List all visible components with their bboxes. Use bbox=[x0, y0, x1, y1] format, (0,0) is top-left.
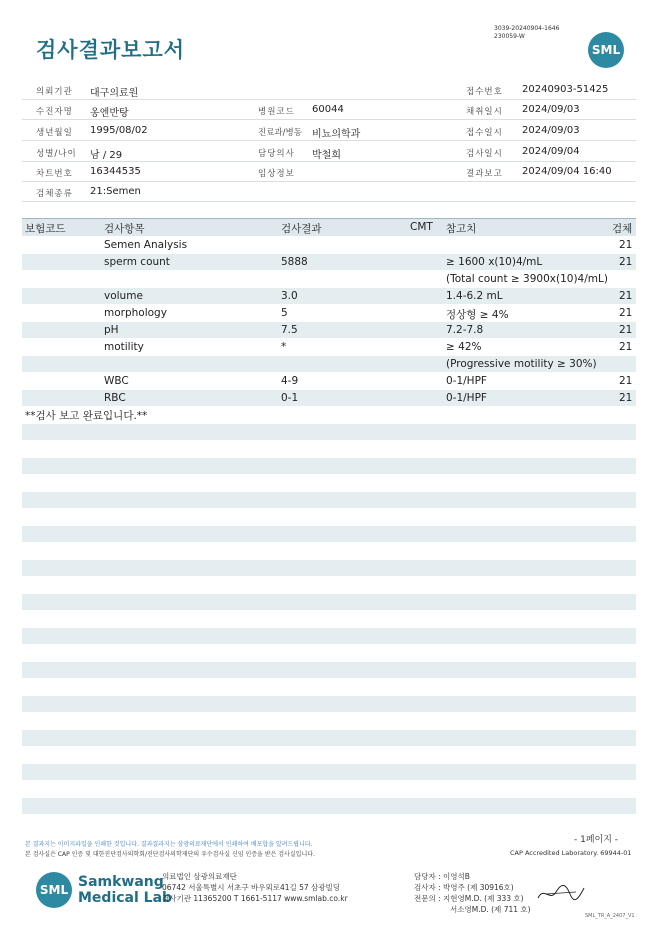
staff-line: 전문의 : 지현영M.D. (제 333 호) bbox=[414, 894, 524, 903]
item-cell: pH bbox=[104, 324, 119, 336]
sml-logo: SML bbox=[588, 32, 624, 68]
collect-label: 채취일시 bbox=[466, 107, 503, 117]
doctor-label: 담당의사 bbox=[258, 149, 295, 159]
reference-cell: 0-1/HPF bbox=[446, 392, 487, 404]
chart-value: 16344535 bbox=[90, 166, 141, 177]
document-code-line2: 230059-W bbox=[494, 33, 525, 40]
result-cell: * bbox=[281, 341, 287, 353]
specimen-cell: 21 bbox=[619, 290, 633, 302]
address-line: 검사기관 11365200 T 1661-5117 www.smlab.co.kr bbox=[162, 894, 348, 903]
result-cell: 4-9 bbox=[281, 375, 299, 387]
birth-value: 1995/08/02 bbox=[90, 125, 148, 136]
receipt-date-value: 2024/09/03 bbox=[522, 125, 580, 136]
empty-row-stripe bbox=[22, 696, 636, 712]
reference-cell: ≥ 1600 x(10)4/mL bbox=[446, 256, 543, 268]
test-date-value: 2024/09/04 bbox=[522, 146, 580, 157]
hospital-code-label: 병원코드 bbox=[258, 107, 295, 117]
address-line: 의료법인 삼광의료재단 bbox=[162, 872, 237, 881]
result-cell: 5 bbox=[281, 307, 288, 319]
report-label: 결과보고 bbox=[466, 169, 503, 179]
specimen-cell: 21 bbox=[619, 324, 633, 336]
footer-notice-accreditation: 본 검사실은 CAP 인증 및 대한진단검사의학회/진단검사의학재단의 우수검사실 신임 인증을 받은 검사실입니다. bbox=[25, 851, 315, 858]
address-line: 06742 서울특별시 서초구 바우뫼로41길 57 삼광빌딩 bbox=[162, 883, 341, 892]
empty-row-stripe bbox=[22, 492, 636, 508]
footer-notice-print: 본 결과지는 이미지파일을 인쇄한 것입니다. 결과결과지는 삼광의료재단에서 인쇄하여 배포합을 알려드립니다. bbox=[25, 841, 313, 848]
staff-info bbox=[414, 871, 531, 915]
test-date-label: 검사일시 bbox=[466, 149, 503, 159]
signature-icon bbox=[536, 880, 586, 906]
company-name-line1: Samkwang bbox=[78, 874, 164, 890]
dept-value: 비뇨의학과 bbox=[312, 129, 361, 140]
header-row-6 bbox=[22, 181, 636, 202]
reference-cell: ≥ 42% bbox=[446, 341, 482, 353]
sex-age-label: 성별/나이 bbox=[36, 149, 77, 159]
result-cell: 3.0 bbox=[281, 290, 298, 302]
company-address bbox=[162, 871, 348, 904]
reference-cell: 7.2-7.8 bbox=[446, 324, 484, 336]
reference-cell: (Progressive motility ≥ 30%) bbox=[446, 358, 597, 370]
receipt-no-value: 20240903-51425 bbox=[522, 84, 609, 95]
header-row-3 bbox=[22, 120, 636, 141]
staff-line: 검사자 : 박영주 (제 30916호) bbox=[414, 883, 514, 892]
specimen-cell: 21 bbox=[619, 239, 633, 251]
patient-value: 옹엔반탕 bbox=[90, 108, 129, 119]
header-row-5 bbox=[22, 161, 636, 182]
report-value: 2024/09/04 16:40 bbox=[522, 166, 612, 177]
sex-age-value: 남 / 29 bbox=[90, 150, 123, 161]
collect-value: 2024/09/03 bbox=[522, 104, 580, 115]
result-cell: 5888 bbox=[281, 256, 308, 268]
item-cell: WBC bbox=[104, 375, 129, 387]
report-complete-note: **검사 보고 완료입니다.** bbox=[25, 410, 148, 422]
document-code bbox=[494, 25, 559, 41]
col-insurance-code: 보험코드 bbox=[25, 223, 66, 235]
empty-row-stripe bbox=[22, 798, 636, 814]
results-table-header bbox=[22, 218, 636, 236]
header-row-1 bbox=[22, 79, 636, 100]
specimen-cell: 21 bbox=[619, 341, 633, 353]
empty-row-stripe bbox=[22, 662, 636, 678]
specimen-cell: 21 bbox=[619, 392, 633, 404]
page-number: - 1페이지 - bbox=[574, 835, 619, 845]
requester-value: 대구의료원 bbox=[90, 88, 139, 99]
company-name-line2: Medical Lab bbox=[78, 890, 173, 906]
company-logo-icon: SML bbox=[36, 872, 72, 908]
empty-row-stripe bbox=[22, 560, 636, 576]
result-cell: 7.5 bbox=[281, 324, 298, 336]
clinical-label: 임상정보 bbox=[258, 169, 295, 179]
col-result: 검사결과 bbox=[281, 223, 322, 235]
specimen-cell: 21 bbox=[619, 375, 633, 387]
item-cell: volume bbox=[104, 290, 143, 302]
col-cmt: CMT bbox=[410, 221, 433, 233]
empty-row-stripe bbox=[22, 424, 636, 440]
form-code: SML_TR_A_2407_V1 bbox=[585, 913, 635, 919]
empty-row-stripe bbox=[22, 764, 636, 780]
doctor-value: 박철희 bbox=[312, 150, 341, 161]
reference-cell: 정상형 ≥ 4% bbox=[446, 309, 509, 321]
item-cell: RBC bbox=[104, 392, 126, 404]
chart-label: 차트번호 bbox=[36, 169, 73, 179]
birth-label: 생년월일 bbox=[36, 128, 73, 138]
cap-accreditation: CAP Accredited Laboratory. 69944-01 bbox=[510, 849, 632, 857]
item-cell: Semen Analysis bbox=[104, 239, 188, 251]
receipt-date-label: 접수일시 bbox=[466, 128, 503, 138]
specimen-cell: 21 bbox=[619, 307, 633, 319]
specimen-label: 검체종류 bbox=[36, 189, 73, 199]
receipt-no-label: 접수번호 bbox=[466, 87, 503, 97]
item-cell: sperm count bbox=[104, 256, 170, 268]
company-logo-text bbox=[78, 874, 172, 906]
reference-cell: 1.4-6.2 mL bbox=[446, 290, 503, 302]
hospital-code-value: 60044 bbox=[312, 104, 344, 115]
staff-line: 담당자 : 이영석B bbox=[414, 872, 470, 881]
empty-row-stripe bbox=[22, 458, 636, 474]
requester-label: 의뢰기관 bbox=[36, 87, 73, 97]
specimen-cell: 21 bbox=[619, 256, 633, 268]
patient-label: 수진자명 bbox=[36, 107, 73, 117]
col-reference: 참고치 bbox=[446, 223, 477, 235]
reference-cell: 0-1/HPF bbox=[446, 375, 487, 387]
header-row-4 bbox=[22, 141, 636, 162]
col-test-item: 검사항목 bbox=[104, 223, 145, 235]
header-row-2 bbox=[22, 99, 636, 120]
empty-row-stripe bbox=[22, 594, 636, 610]
report-title: 검사결과보고서 bbox=[36, 38, 186, 62]
staff-line: 서소영M.D. (제 711 호) bbox=[450, 905, 531, 914]
item-cell: morphology bbox=[104, 307, 167, 319]
empty-row-stripe bbox=[22, 628, 636, 644]
result-cell: 0-1 bbox=[281, 392, 299, 404]
item-cell: motility bbox=[104, 341, 144, 353]
empty-row-stripe bbox=[22, 730, 636, 746]
col-specimen: 검체 bbox=[612, 223, 633, 235]
document-code-line1: 3039-20240904-1646 bbox=[494, 25, 560, 32]
reference-cell: (Total count ≥ 3900x(10)4/mL) bbox=[446, 273, 608, 285]
specimen-value: 21:Semen bbox=[90, 186, 141, 197]
empty-row-stripe bbox=[22, 526, 636, 542]
dept-label: 진료과/병동 bbox=[258, 128, 302, 138]
